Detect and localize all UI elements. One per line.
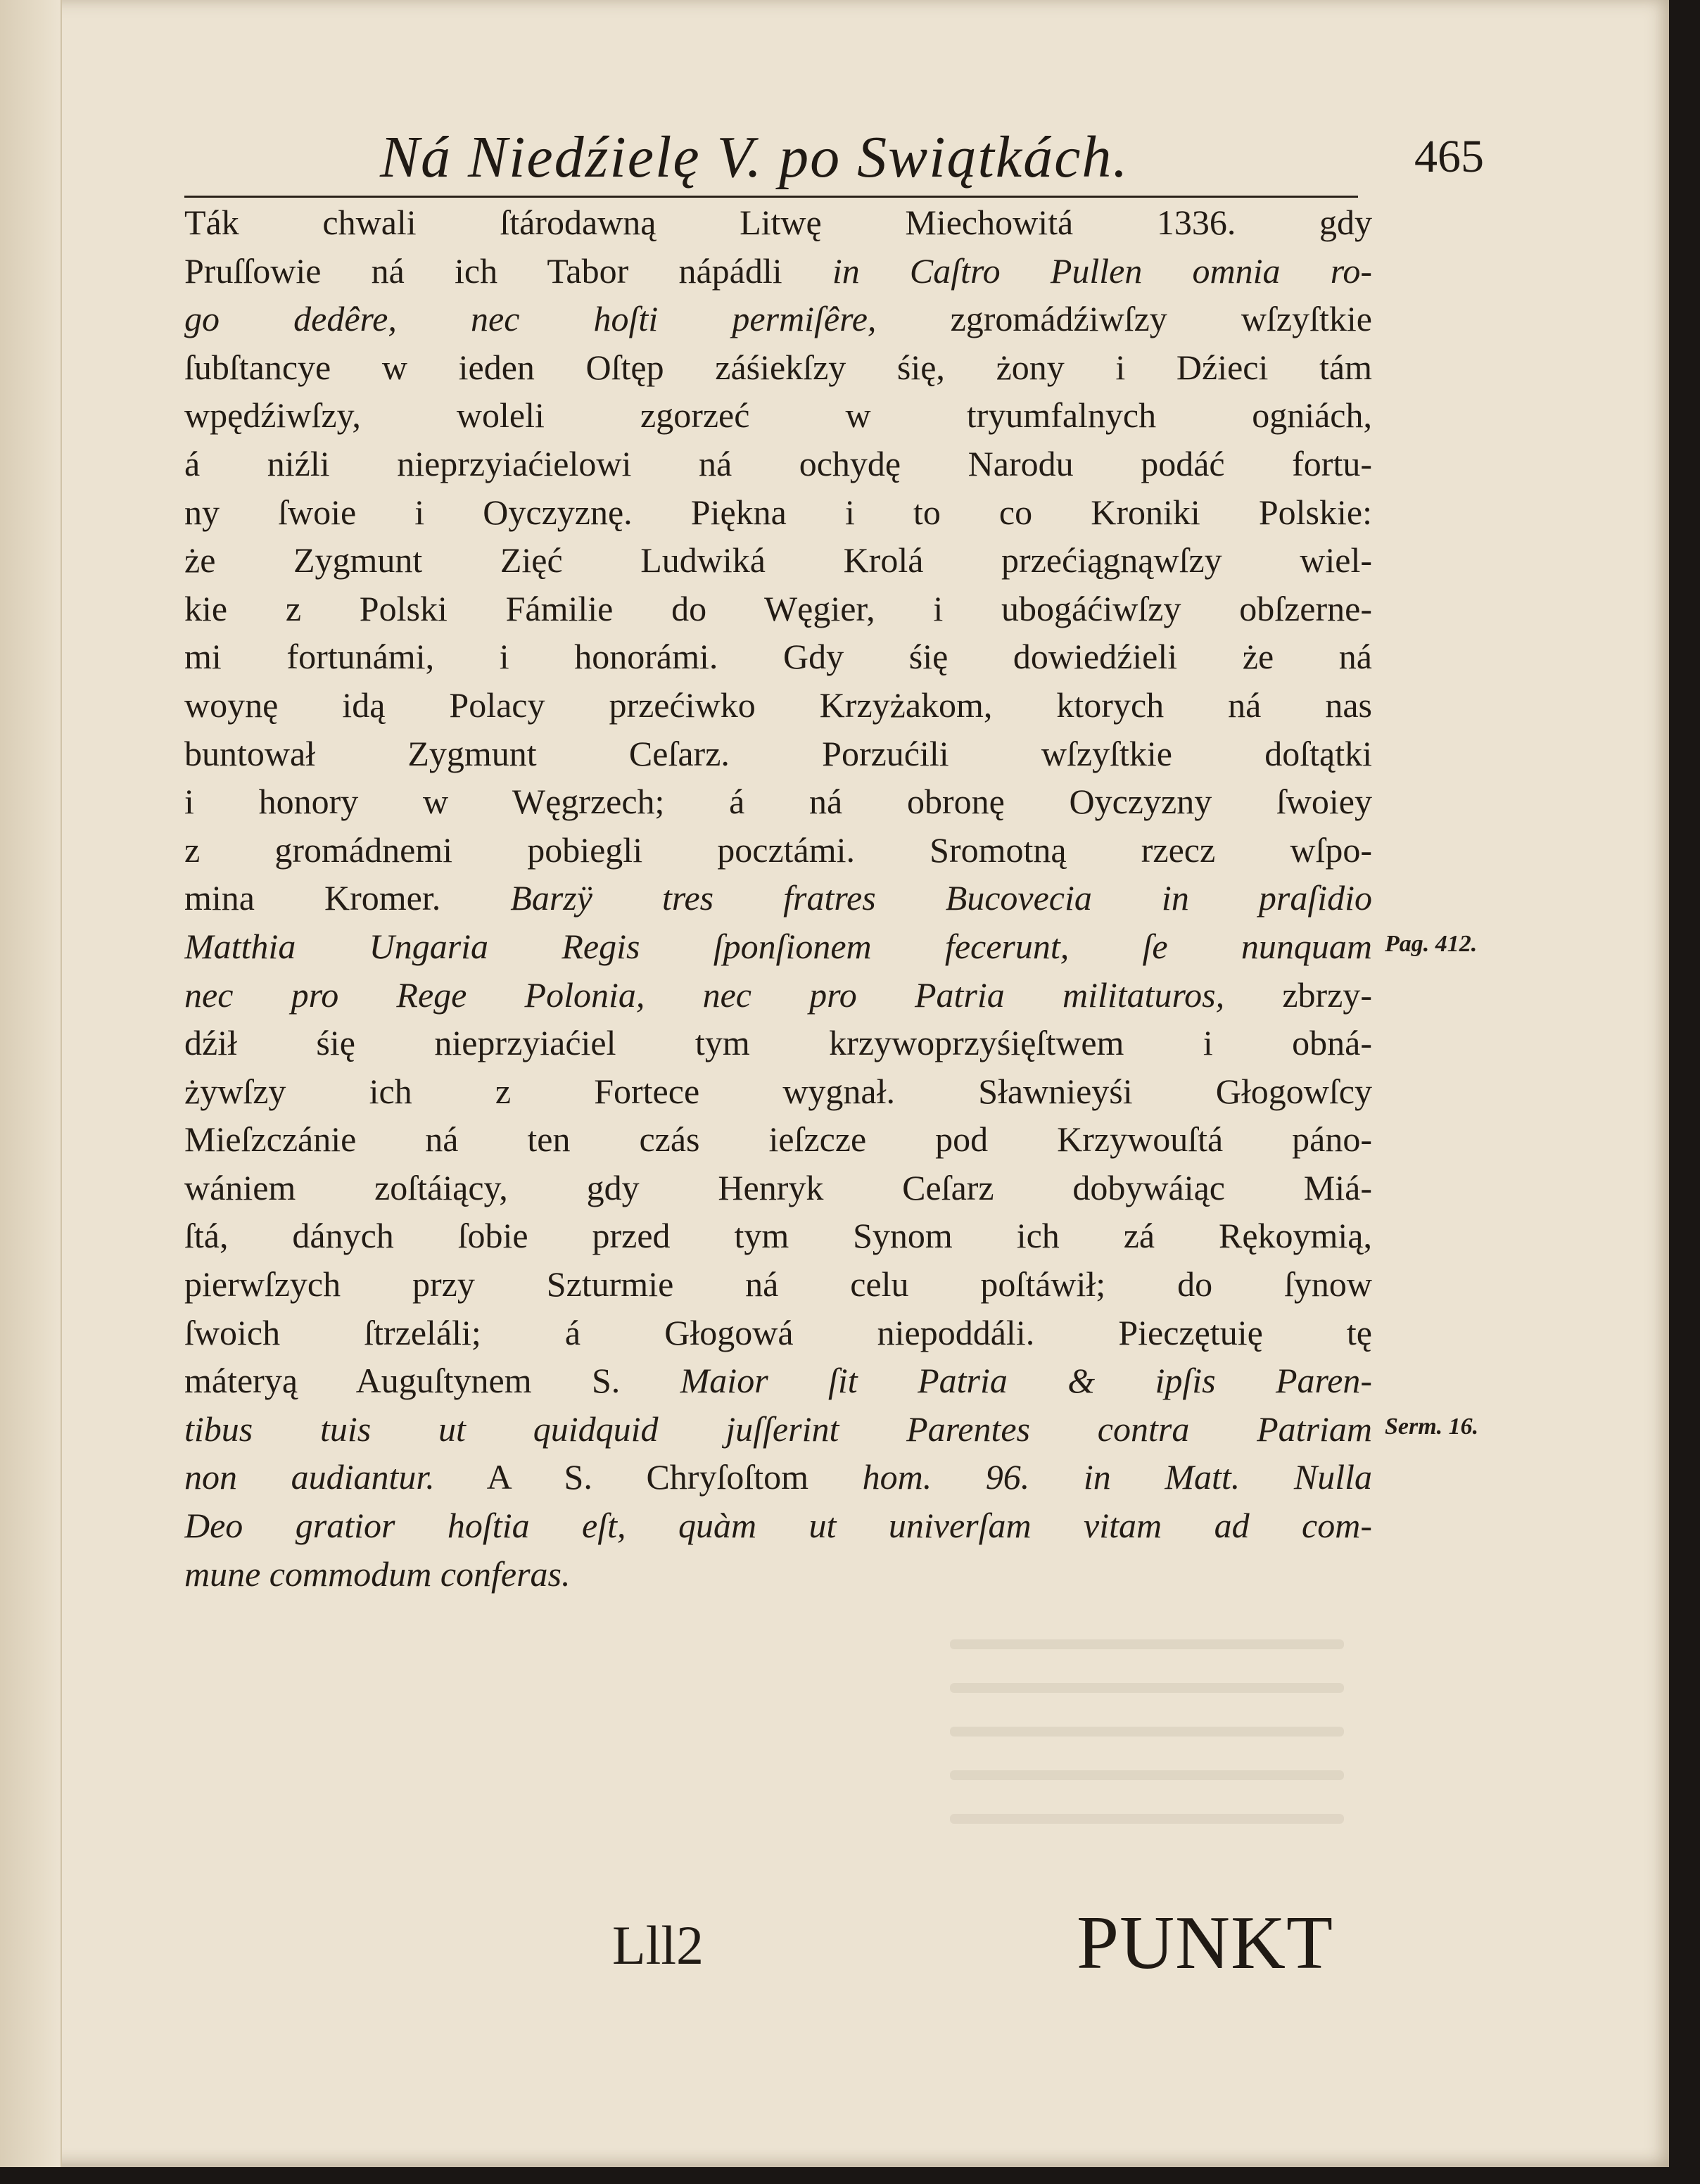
text-segment: z gromádnemi pobiegli pocztámi. Sromotną rzecz wſpo- [184, 830, 1372, 870]
text-line [184, 1453, 1372, 1502]
page-gutter [0, 0, 62, 2167]
text-segment: Mieſzczánie ná ten czás ieſzcze pod Krzywouſtá páno- [184, 1119, 1372, 1160]
text-line [184, 971, 1372, 1020]
text-segment: wpędźiwſzy, woleli zgorzeć w tryumfalnych ogniách, [184, 395, 1372, 436]
text-line [184, 440, 1372, 488]
text-segment: Ták chwali ſtárodawną Litwę Miechowitá 1336. gdy [184, 203, 1372, 242]
text-line [184, 343, 1372, 392]
text-segment: zbrzy- [1224, 974, 1372, 1015]
text-line [184, 826, 1372, 875]
text-segment: buntował Zygmunt Ceſarz. Porzućili wſzyſtkie doſtątki [184, 733, 1372, 773]
text-line [184, 198, 1372, 247]
text-segment: woynę idą Polacy przećiwko Krzyżakom, ktorych ná nas [184, 685, 1372, 725]
text-line [184, 1067, 1372, 1116]
text-line [184, 1405, 1372, 1454]
text-line [184, 247, 1372, 296]
text-segment: máteryą Auguſtynem S. [184, 1361, 680, 1401]
text-line [184, 295, 1372, 343]
italic-segment: Matthia Ungaria Regis ſponſionem fecerunt, ſe nunquam [184, 926, 1372, 966]
italic-segment: in Caſtro Pullen omnia ro- [832, 250, 1372, 291]
text-line [184, 1164, 1372, 1212]
text-segment: że Zygmunt Zięć Ludwiká Krolá przećiągnąwſzy wiel- [184, 540, 1372, 580]
show-through-bleed [950, 1639, 1344, 1850]
text-segment: mina Kromer. [184, 878, 511, 918]
text-line [184, 922, 1372, 971]
text-segment: Pruſſowie ná ich Tabor nápádli [184, 250, 832, 291]
catchword: PUNKT [1077, 1901, 1334, 1985]
italic-segment: Deo gratior hoſtia eſt, quàm ut univerſam vitam ad com- [184, 1506, 1372, 1546]
text-line [184, 536, 1372, 585]
italic-segment: non audiantur. [184, 1457, 435, 1497]
italic-segment: go dedêre, nec hoſti permiſêre, [184, 299, 877, 339]
text-segment: ſubſtancye w ieden Oſtęp záśiekſzy śię, żony i Dźieci tám [184, 347, 1372, 387]
text-segment: A S. Chryſoſtom [434, 1457, 863, 1497]
text-segment: pierwſzych przy Szturmie ná celu poſtáwił; do ſynow [184, 1264, 1372, 1304]
text-segment: mi fortunámi, i honorámi. Gdy śię dowiedźieli że ná [184, 637, 1372, 677]
signature-mark: Lll2 [612, 1915, 704, 1976]
text-segment: ſwoich ſtrzeláli; á Głogowá niepoddáli. Pieczętuię tę [184, 1312, 1372, 1352]
text-line [184, 730, 1372, 778]
text-segment: żywſzy ich z Fortece wygnał. Sławnieyśi Głogowſcy [184, 1071, 1372, 1111]
running-title: Ná Niedźielę V. po Swiątkách. [380, 125, 1129, 190]
text-line [184, 777, 1372, 826]
italic-segment: tibus tuis ut quidquid juſſerint Parentes contra Patriam [184, 1409, 1372, 1449]
text-segment: á niźli nieprzyiaćielowi ná ochydę Narodu podáć fortu- [184, 443, 1372, 483]
italic-segment: Barzÿ tres fratres Bucovecia in praſidio [510, 878, 1372, 918]
text-segment: zgromádźiwſzy wſzyſtkie [876, 299, 1372, 339]
body-text [184, 198, 1372, 1598]
text-segment: ſtá, dánych ſobie przed tym Synom ich zá Rękoymią, [184, 1216, 1372, 1256]
margin-note: Serm. 16. [1385, 1414, 1479, 1440]
text-line [184, 681, 1372, 730]
text-line [184, 1550, 1372, 1599]
page-number: 465 [1414, 131, 1484, 182]
italic-segment: hom. 96. in Matt. Nulla [862, 1457, 1372, 1497]
text-line [184, 1212, 1372, 1260]
text-line [184, 391, 1372, 440]
text-line [184, 1260, 1372, 1309]
italic-segment: nec pro Rege Polonia, nec pro Patria militaturos, [184, 974, 1225, 1015]
text-line [184, 488, 1372, 537]
text-line [184, 1115, 1372, 1164]
text-segment: kie z Polski Fámilie do Węgier, i ubogáćiwſzy obſzerne- [184, 588, 1372, 628]
text-line [184, 874, 1372, 922]
italic-segment: Maior ſit Patria & ipſis Paren- [680, 1361, 1372, 1401]
italic-segment: mune commodum conferas. [184, 1554, 571, 1594]
text-line [184, 1309, 1372, 1357]
margin-note: Pag. 412. [1385, 931, 1478, 957]
text-segment: dźił śię nieprzyiaćiel tym krzywoprzyśięſtwem i obná- [184, 1023, 1372, 1063]
text-line [184, 633, 1372, 681]
text-line [184, 1357, 1372, 1405]
text-line [184, 1019, 1372, 1067]
text-line [184, 585, 1372, 633]
text-segment: wániem zoſtáiący, gdy Henryk Ceſarz dobywáiąc Miá- [184, 1167, 1372, 1207]
header-rule [184, 196, 1358, 198]
text-line [184, 1502, 1372, 1550]
text-segment: i honory w Węgrzech; á ná obronę Oyczyzny ſwoiey [184, 782, 1372, 822]
text-segment: ny ſwoie i Oyczyznę. Piękna i to co Kroniki Polskie: [184, 492, 1372, 532]
